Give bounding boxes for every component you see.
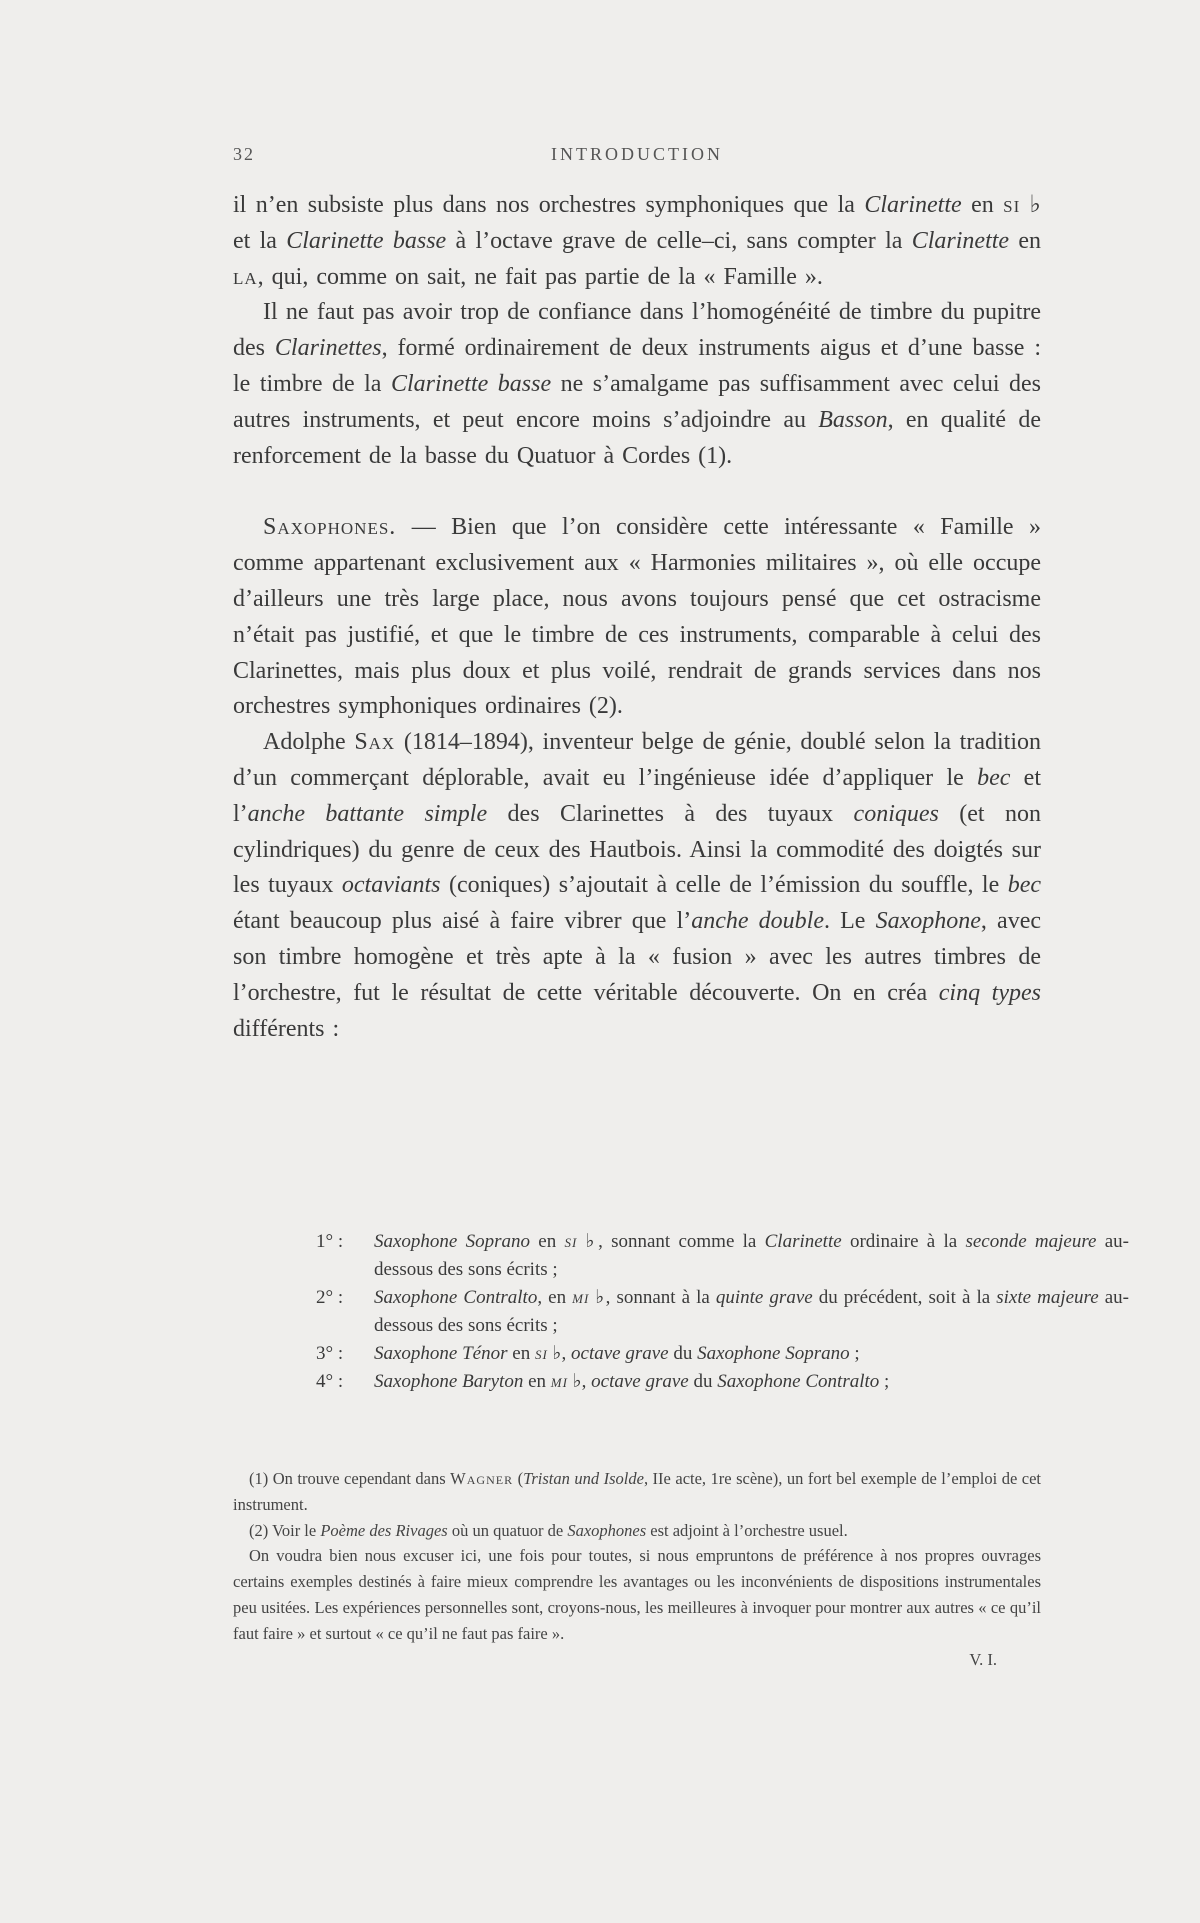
saxophone-types-list bbox=[316, 1228, 1129, 1396]
list-item: 2° : Saxophone Contralto, en mi ♭, sonnant à la quinte grave du précédent, soit à la sixte majeure au-dessous des sons écrits ; bbox=[316, 1287, 1129, 1336]
footnote-1: (1) On trouve cependant dans Wagner (Tristan und Isolde, IIe acte, 1re scène), un fort bel exemple de l’emploi de cet instrument. bbox=[233, 1469, 1042, 1514]
section-heading: Saxophones. bbox=[263, 514, 397, 541]
list-item: 4° : Saxophone Baryton en mi ♭, octave grave du Saxophone Contralto ; bbox=[316, 1371, 890, 1392]
paragraph-saxophones: Saxophones. — Bien que l’on considère cette intéressante « Famille » comme appartenant exclusivement aux « Harmonies militaires », où elle occupe d’ailleurs une très large place, nous avons toujours pensé que cet ostracisme n’était pas justifié, et que le timbre de ces instruments, comparable à celui des Clarinettes, mais plus doux et plus voilé, rendrait de grands services dans nos orchestres symphoniques ordinaires (2). bbox=[233, 514, 1041, 720]
footnotes bbox=[233, 1466, 1041, 1672]
paragraph-1: il n’en subsiste plus dans nos orchestres symphoniques que la Clarinette en si ♭ et la Clarinette basse à l’octave grave de celle–ci, sans compter la Clarinette en la, qui, comme on sait, ne fait pas partie de la « Famille ». bbox=[233, 192, 1042, 290]
main-text bbox=[233, 188, 1041, 1047]
list-item: 3° : Saxophone Ténor en si ♭, octave grave du Saxophone Soprano ; bbox=[316, 1343, 860, 1364]
list-item: 1° : Saxophone Soprano en si ♭, sonnant comme la Clarinette ordinaire à la seconde majeure au-dessous des sons écrits ; bbox=[316, 1231, 1130, 1280]
paragraph-4: Adolphe Sax (1814–1894), inventeur belge de génie, doublé selon la tradition d’un commerçant déplorable, avait eu l’ingénieuse idée d’appliquer le bec et l’anche battante simple des Clarinettes à des tuyaux coniques (et non cylindriques) du genre de ceux des Hautbois. Ainsi la commodité des doigtés sur les tuyaux octaviants (coniques) s’ajoutait à celle de l’émission du souffle, le bec étant beaucoup plus aisé à faire vibrer que l’anche double. Le Saxophone, avec son timbre homogène et très apte à la « fusion » avec les autres timbres de l’orchestre, fut le résultat de cette véritable découverte. On en créa cinq types différents : bbox=[233, 729, 1042, 1042]
paragraph-2: Il ne faut pas avoir trop de confiance dans l’homogénéité de timbre du pupitre des Clarinettes, formé ordinairement de deux instruments aigus et d’une basse : le timbre de la Clarinette basse ne s’amalgame pas suffisamment avec celui des autres instruments, et peut encore moins s’adjoindre au Basson, en qualité de renforcement de la basse du Quatuor à Cordes (1). bbox=[233, 299, 1041, 469]
running-header bbox=[233, 144, 1041, 174]
running-title: INTRODUCTION bbox=[551, 144, 723, 164]
footnote-2: (2) Voir le Poème des Rivages où un quatuor de Saxophones est adjoint à l’orchestre usuel. bbox=[249, 1520, 848, 1540]
footnote-2-continued: On voudra bien nous excuser ici, une fois pour toutes, si nous empruntons de préférence à nos propres ouvrages certains exemples destinés à faire mieux comprendre les avantages ou les inconvénients de dispositions instrumentales peu usitées. Les expériences personnelles sont, croyons-nous, les meilleures à invoquer pour montrer aux autres « ce qu’il faut faire » et surtout « ce qu’il ne faut pas faire ». bbox=[233, 1546, 1041, 1643]
page-number: 32 bbox=[233, 144, 255, 164]
signature: V. I. bbox=[969, 1649, 997, 1669]
